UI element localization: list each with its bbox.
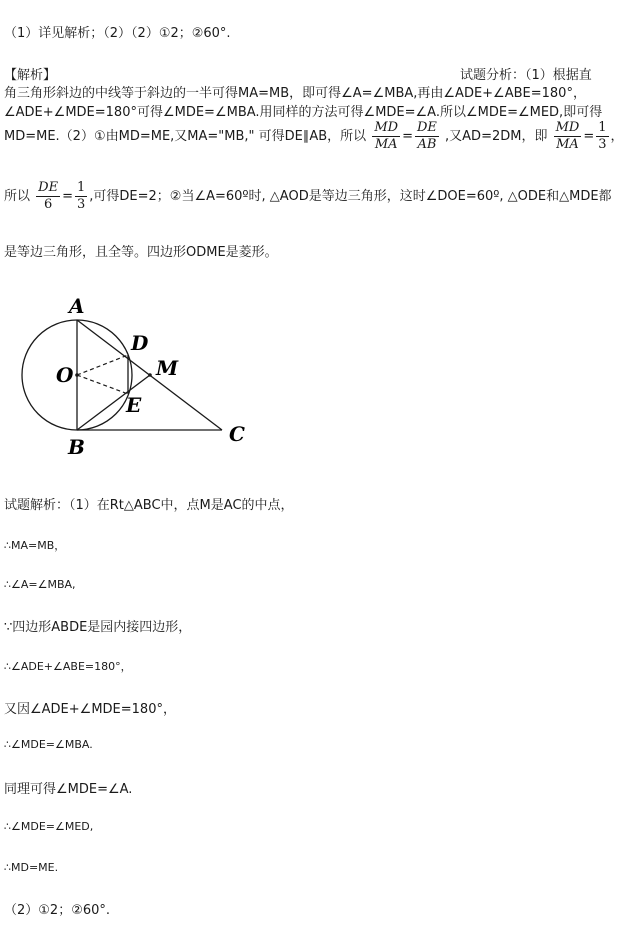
fraction-md-ma-2: $\frac{MD}{MA}$ xyxy=(555,120,580,152)
solution-line-8: 同理可得∠MDE=∠A. xyxy=(4,782,133,797)
analysis-line-4b: ,可得DE=2；②当∠A=60º时, △AOD是等边三角形，这时∠DOE=60º, △ODE和△MDE都 xyxy=(89,189,612,204)
fraction-one-third-2: $\frac{1}{3}$ xyxy=(76,180,86,212)
answer-line: （1）详见解析；（2）（2）①2；②60°. xyxy=(4,26,231,41)
label-o: O xyxy=(56,363,74,387)
analysis-line-3: MD=ME.（2）①由MD=ME,又MA="MB," 可得DE∥AB，所以 $\frac{MD}{MA}$ = $\frac{DE}{AB}$ ,又AD=2DM，即 $\frac{MD}{MA}$ = $\frac{1}{3}$ ， xyxy=(4,120,624,152)
analysis-line-4: 所以 $\frac{DE}{6}$ = $\frac{1}{3}$ ,可得DE=2；②当∠A=60º时, △AOD是等边三角形，这时∠DOE=60º, △ODE和△MDE都 xyxy=(4,180,612,212)
fraction-md-ma: $\frac{MD}{MA}$ xyxy=(374,120,399,152)
geometry-figure xyxy=(10,292,270,462)
fraction-one-third: $\frac{1}{3}$ xyxy=(598,120,607,152)
analysis-label: 试题分析：（1）根据直 xyxy=(460,68,592,83)
segment-od-dashed xyxy=(77,355,128,375)
label-e: E xyxy=(126,393,142,417)
analysis-line-3a: MD=ME.（2）①由MD=ME,又MA="MB," 可得DE∥AB，所以 xyxy=(4,129,367,144)
analysis-line-5: 是等边三角形，且全等。四边形ODME是菱形。 xyxy=(4,245,278,260)
solution-line-9: ∴∠MDE=∠MED, xyxy=(4,820,94,833)
fraction-de-6: $\frac{DE}{6}$ xyxy=(38,180,59,212)
label-b: B xyxy=(68,435,85,459)
section-header: 【解析】 xyxy=(4,68,57,83)
solution-line-1: 试题解析：（1）在Rt△ABC中，点M是AC的中点， xyxy=(4,498,294,513)
analysis-line-3c: ， xyxy=(610,129,624,144)
fraction-de-ab: $\frac{DE}{AB}$ xyxy=(416,120,437,152)
segment-oe-dashed xyxy=(77,375,128,394)
label-a: A xyxy=(69,294,85,318)
solution-line-11: （2）①2；②60°. xyxy=(4,903,111,918)
solution-line-3: ∴∠A=∠MBA, xyxy=(4,578,76,591)
solution-line-6: 又因∠ADE+∠MDE=180°， xyxy=(4,702,176,717)
point-o xyxy=(75,373,79,377)
solution-line-5: ∴∠ADE+∠ABE=180°， xyxy=(4,660,132,673)
solution-line-4: ∵四边形ABDE是园内接四边形， xyxy=(4,620,192,635)
analysis-line-3b: ,又AD=2DM，即 xyxy=(445,129,548,144)
analysis-line-1: 角三角形斜边的中线等于斜边的一半可得MA=MB，即可得∠A=∠MBA,再由∠ADE+∠ABE=180°， xyxy=(4,86,586,101)
solution-line-10: ∴MD=ME. xyxy=(4,861,59,874)
label-d: D xyxy=(131,331,149,355)
solution-line-2: ∴MA=MB， xyxy=(4,539,66,552)
point-m xyxy=(148,373,152,377)
analysis-line-4a: 所以 xyxy=(4,189,31,204)
label-m: M xyxy=(156,356,179,380)
label-c: C xyxy=(229,422,245,446)
solution-line-7: ∴∠MDE=∠MBA. xyxy=(4,738,93,751)
analysis-line-2: ∠ADE+∠MDE=180°可得∠MDE=∠MBA.用同样的方法可得∠MDE=∠A.所以∠MDE=∠MED,即可得 xyxy=(4,105,603,120)
